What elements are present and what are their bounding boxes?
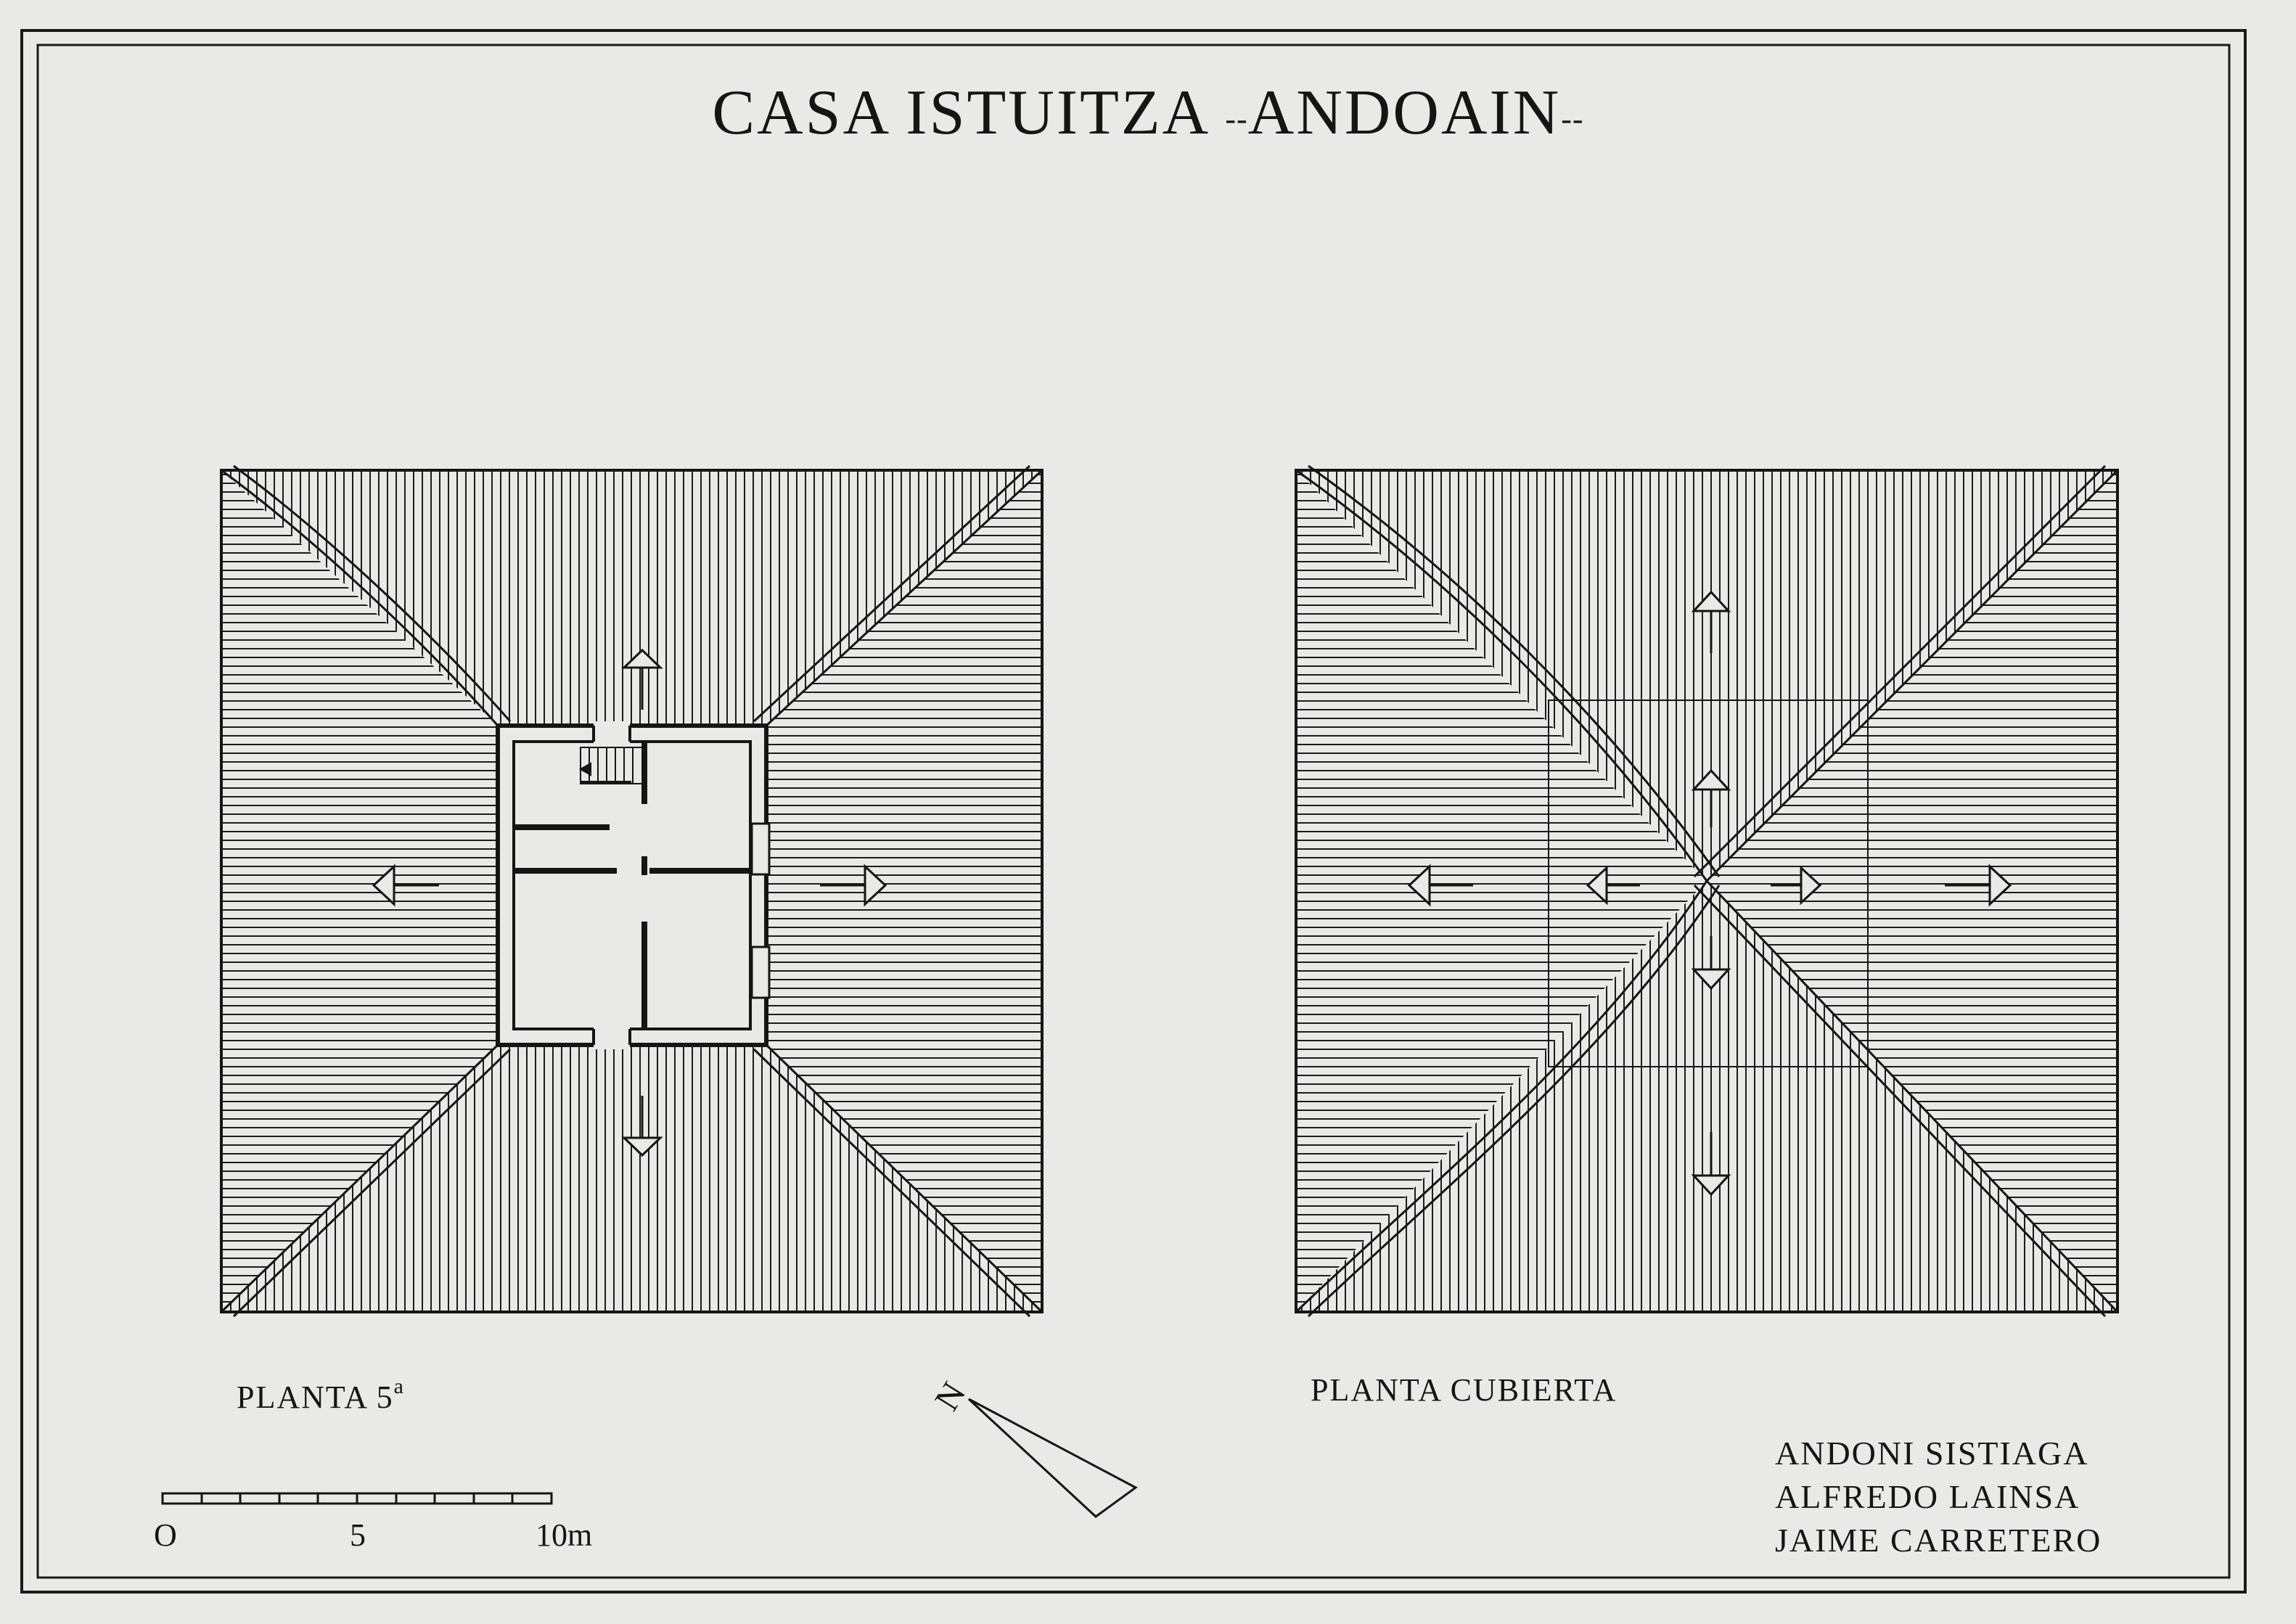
- title-place: ANDOAIN: [1247, 78, 1562, 148]
- title-dash: --: [1225, 101, 1248, 137]
- title-main: CASA ISTUITZA: [712, 78, 1208, 148]
- house-core: [498, 721, 769, 1049]
- scale-bar: [163, 1493, 552, 1504]
- plan-label-roof: PLANTA CUBIERTA: [1311, 1372, 1618, 1408]
- author-name: JAIME CARRETERO: [1775, 1522, 2102, 1559]
- plan-label-floor-5: PLANTA 5$^a$: [237, 1374, 405, 1415]
- drawing-title: [0, 76, 2296, 149]
- scale-label-0: O: [154, 1517, 177, 1553]
- author-name: ALFREDO LAINSA: [1775, 1478, 2080, 1515]
- scale-label-5: 5: [350, 1517, 366, 1553]
- north-label: N: [927, 1374, 975, 1418]
- title-dash: --: [1561, 101, 1584, 137]
- floor-plan-5: [221, 466, 1042, 1316]
- author-name: ANDONI SISTIAGA: [1775, 1435, 2089, 1472]
- scale-label-10m: 10m: [536, 1517, 593, 1553]
- north-arrow-icon: [969, 1399, 1136, 1517]
- roof-plan: [1296, 466, 2117, 1316]
